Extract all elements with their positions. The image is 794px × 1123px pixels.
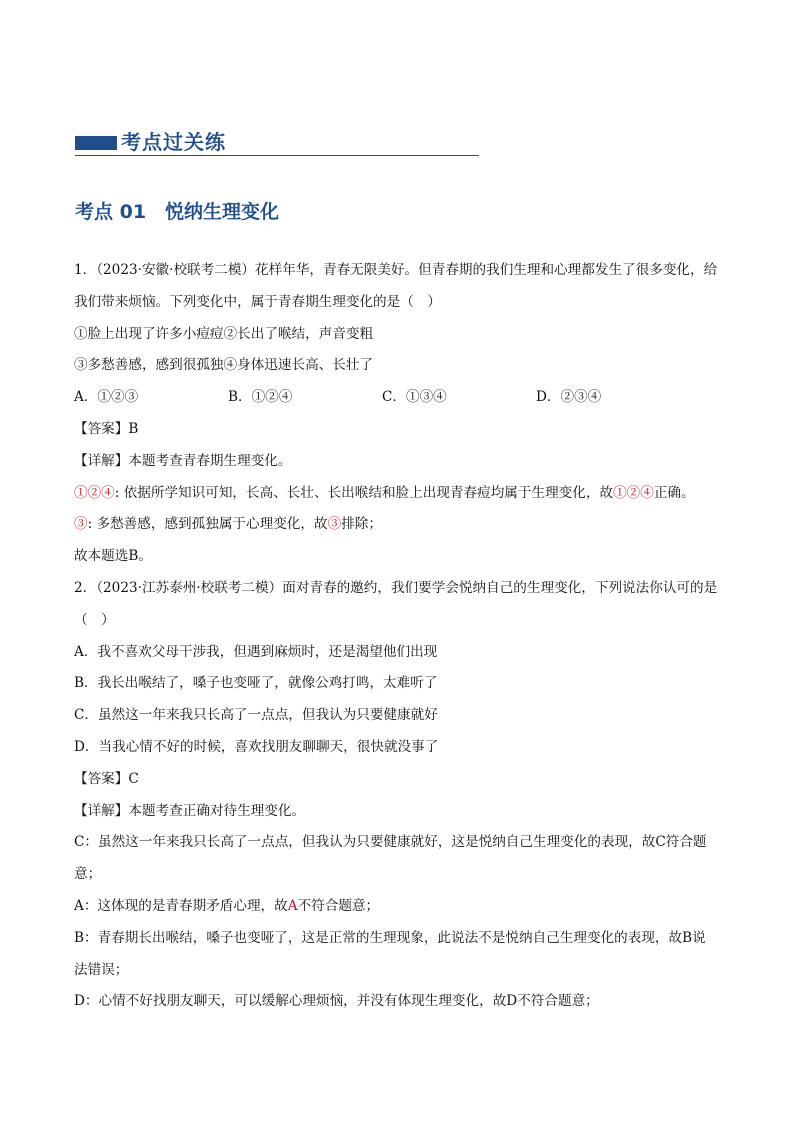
q1-stem-line2: 我们带来烦恼。下列变化中，属于青春期生理变化的是（ ） xyxy=(74,293,442,310)
q2-answer xyxy=(74,764,724,796)
banner-underline xyxy=(75,155,479,156)
section-title: 考点 01 悦纳生理变化 xyxy=(75,201,280,223)
q2-expA-marker: A xyxy=(287,897,298,914)
q1-answer-label: 【答案】 xyxy=(74,420,129,437)
questions-body xyxy=(74,255,724,1018)
q2-option-b: B．我长出喉结了，嗓子也变哑了，就像公鸡打鸣，太难听了 xyxy=(74,675,438,692)
q2-option-c: C．虽然这一年来我只长高了一点点，但我认为只要健康就好 xyxy=(74,707,438,724)
banner-accent-bar xyxy=(75,136,117,150)
q1-options xyxy=(74,382,724,414)
q1-detail xyxy=(74,446,724,478)
q1-exp2-marker: ③ xyxy=(74,516,88,533)
banner-title: 考点过关练 xyxy=(121,130,226,154)
q1-explanation-1 xyxy=(74,478,724,510)
q1-option-d: D．②③④ xyxy=(536,389,602,406)
q1-explanation-2 xyxy=(74,509,724,541)
q2-detail-label: 【详解】 xyxy=(74,802,129,819)
q1-exp2-end: 排除； xyxy=(341,516,382,533)
q1-exp1-marker2: ①②④ xyxy=(613,484,654,501)
q1-items-line1: ①脸上出现了许多小痘痘②长出了喉结，声音变粗 xyxy=(74,325,374,342)
q1-answer-value: B xyxy=(128,420,139,437)
section-banner xyxy=(75,128,479,158)
q1-exp1-text: : 依据所学知识可知，长高、长壮、长出喉结和脸上出现青春痘均属于生理变化，故 xyxy=(114,484,614,501)
q2-stem-line2: （ ） xyxy=(74,611,115,628)
q1-items-line2: ③多愁善感，感到很孤独④身体迅速长高、长壮了 xyxy=(74,357,374,374)
q2-expA-end: 不符合题意； xyxy=(297,897,380,914)
q2-explanation-c-line2: 意； xyxy=(74,866,102,883)
q1-exp1-marker: ①②④ xyxy=(74,484,115,501)
q2-explanation-b-line1: B：青春期长出喉结，嗓子也变哑了，这是正常的生理现象，此说法不是悦纳自己生理变化的表现，故B说 xyxy=(74,929,706,946)
q2-explanation-b-line2: 法错误； xyxy=(74,961,129,978)
q2-option-a: A．我不喜欢父母干涉我，但遇到麻烦时，还是渴望他们出现 xyxy=(74,643,438,660)
q1-conclusion: 故本题选B。 xyxy=(74,548,152,565)
q1-exp2-marker2: ③ xyxy=(327,516,342,533)
q2-stem-line1: 2．（2023·江苏泰州·校联考二模）面对青春的邀约，我们要学会悦纳自己的生理变化，下列说法你认可的是 xyxy=(74,579,718,596)
q1-option-a: A．①②③ xyxy=(74,389,139,406)
q1-detail-text: 本题考查青春期生理变化。 xyxy=(128,452,292,469)
q2-answer-value: C xyxy=(128,770,139,787)
q2-expA-text: A：这体现的是青春期矛盾心理，故 xyxy=(74,897,288,914)
q1-exp2-text: : 多愁善感，感到孤独属于心理变化，故 xyxy=(87,516,328,533)
q1-detail-label: 【详解】 xyxy=(74,452,129,469)
q1-answer xyxy=(74,414,724,446)
q1-stem-line1: 1．（2023·安徽·校联考二模）花样年华，青春无限美好。但青春期的我们生理和心理都发生了很多变化，给 xyxy=(74,262,718,278)
q1-exp1-end: 正确。 xyxy=(653,484,695,501)
q2-explanation-c-line1: C：虽然这一年来我只长高了一点点，但我认为只要健康就好，这是悦纳自己生理变化的表现，故C符合题 xyxy=(74,834,707,851)
q2-detail xyxy=(74,796,724,828)
q1-option-c: C．①③④ xyxy=(382,389,447,406)
q2-detail-text: 本题考查正确对待生理变化。 xyxy=(128,802,306,819)
q2-option-d: D．当我心情不好的时候，喜欢找朋友聊聊天，很快就没事了 xyxy=(74,738,439,755)
q2-answer-label: 【答案】 xyxy=(74,770,129,787)
q1-option-b: B．①②④ xyxy=(228,389,293,406)
q2-explanation-d: D：心情不好找朋友聊天，可以缓解心理烦恼，并没有体现生理变化，故D不符合题意； xyxy=(74,993,599,1010)
q2-explanation-a xyxy=(74,891,724,923)
